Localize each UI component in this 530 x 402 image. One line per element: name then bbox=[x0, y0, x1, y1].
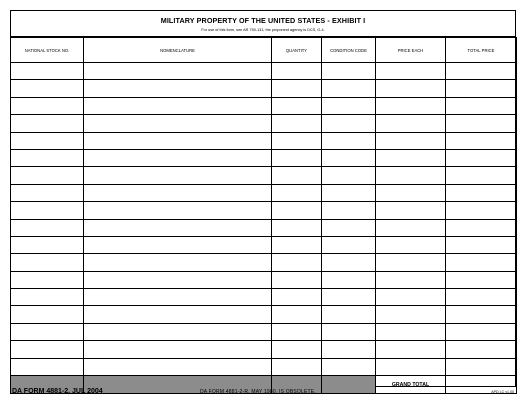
total-price-field[interactable] bbox=[446, 358, 517, 375]
table-row bbox=[11, 184, 517, 201]
national-stock-no-field[interactable] bbox=[11, 63, 84, 80]
grand-total-label: GRAND TOTAL bbox=[376, 376, 446, 394]
quantity-field[interactable] bbox=[272, 271, 322, 288]
nomenclature-field[interactable] bbox=[84, 80, 272, 97]
total-price-field[interactable] bbox=[446, 149, 517, 166]
total-price-field[interactable] bbox=[446, 132, 517, 149]
national-stock-no-field[interactable] bbox=[11, 323, 84, 340]
quantity-field[interactable] bbox=[272, 289, 322, 306]
table-row bbox=[11, 236, 517, 253]
condition-code-field[interactable] bbox=[322, 115, 376, 132]
price-each-field[interactable] bbox=[376, 254, 446, 271]
total-price-field[interactable] bbox=[446, 202, 517, 219]
condition-code-field[interactable] bbox=[322, 80, 376, 97]
condition-code-field[interactable] bbox=[322, 167, 376, 184]
price-each-field[interactable] bbox=[376, 271, 446, 288]
form-title: MILITARY PROPERTY OF THE UNITED STATES - EXHIBIT I bbox=[160, 16, 366, 25]
table-row bbox=[11, 358, 517, 375]
national-stock-no-field[interactable] bbox=[11, 358, 84, 375]
national-stock-no-field[interactable] bbox=[11, 149, 84, 166]
condition-code-field[interactable] bbox=[322, 271, 376, 288]
total-price-field[interactable] bbox=[446, 289, 517, 306]
nomenclature-field[interactable] bbox=[84, 306, 272, 323]
nomenclature-field[interactable] bbox=[84, 167, 272, 184]
total-price-field[interactable] bbox=[446, 63, 517, 80]
nomenclature-field[interactable] bbox=[84, 97, 272, 114]
price-each-field[interactable] bbox=[376, 115, 446, 132]
condition-code-field[interactable] bbox=[322, 358, 376, 375]
national-stock-no-field[interactable] bbox=[11, 219, 84, 236]
col-quantity: QUANTITY bbox=[272, 38, 322, 63]
nomenclature-field[interactable] bbox=[84, 149, 272, 166]
condition-code-field[interactable] bbox=[322, 149, 376, 166]
nomenclature-field[interactable] bbox=[84, 202, 272, 219]
table-row bbox=[11, 149, 517, 166]
form-sheet bbox=[10, 10, 516, 387]
quantity-field[interactable] bbox=[272, 149, 322, 166]
price-each-field[interactable] bbox=[376, 341, 446, 358]
nomenclature-field[interactable] bbox=[84, 132, 272, 149]
national-stock-no-field[interactable] bbox=[11, 115, 84, 132]
national-stock-no-field[interactable] bbox=[11, 132, 84, 149]
quantity-field[interactable] bbox=[272, 323, 322, 340]
national-stock-no-field[interactable] bbox=[11, 184, 84, 201]
price-each-field[interactable] bbox=[376, 63, 446, 80]
table-row bbox=[11, 289, 517, 306]
price-each-field[interactable] bbox=[376, 167, 446, 184]
condition-code-field[interactable] bbox=[322, 184, 376, 201]
nomenclature-field[interactable] bbox=[84, 271, 272, 288]
quantity-field[interactable] bbox=[272, 184, 322, 201]
quantity-field[interactable] bbox=[272, 97, 322, 114]
total-price-field[interactable] bbox=[446, 80, 517, 97]
nomenclature-field[interactable] bbox=[84, 323, 272, 340]
total-price-field[interactable] bbox=[446, 236, 517, 253]
table-header-row bbox=[11, 38, 517, 63]
price-each-field[interactable] bbox=[376, 202, 446, 219]
total-price-field[interactable] bbox=[446, 254, 517, 271]
condition-code-field[interactable] bbox=[322, 219, 376, 236]
condition-code-field[interactable] bbox=[322, 236, 376, 253]
nomenclature-field[interactable] bbox=[84, 219, 272, 236]
national-stock-no-field[interactable] bbox=[11, 271, 84, 288]
total-price-field[interactable] bbox=[446, 219, 517, 236]
total-price-field[interactable] bbox=[446, 97, 517, 114]
condition-code-field[interactable] bbox=[322, 132, 376, 149]
property-table bbox=[10, 37, 517, 394]
national-stock-no-field[interactable] bbox=[11, 236, 84, 253]
table-row bbox=[11, 63, 517, 80]
table-row bbox=[11, 323, 517, 340]
quantity-field[interactable] bbox=[272, 358, 322, 375]
nomenclature-field[interactable] bbox=[84, 115, 272, 132]
nomenclature-field[interactable] bbox=[84, 63, 272, 80]
col-condition-code: CONDITION CODE bbox=[322, 38, 376, 63]
national-stock-no-field[interactable] bbox=[11, 289, 84, 306]
price-each-field[interactable] bbox=[376, 323, 446, 340]
table-body bbox=[11, 63, 517, 394]
price-each-field[interactable] bbox=[376, 132, 446, 149]
condition-code-field[interactable] bbox=[322, 202, 376, 219]
table-row bbox=[11, 254, 517, 271]
condition-code-field[interactable] bbox=[322, 63, 376, 80]
price-each-field[interactable] bbox=[376, 184, 446, 201]
condition-code-field[interactable] bbox=[322, 341, 376, 358]
quantity-field[interactable] bbox=[272, 115, 322, 132]
form-id: DA FORM 4881-2, JUL 2004 bbox=[12, 388, 103, 395]
apd-version: APD LC v1.00 bbox=[491, 390, 514, 394]
total-price-field[interactable] bbox=[446, 184, 517, 201]
price-each-field[interactable] bbox=[376, 289, 446, 306]
table-row bbox=[11, 202, 517, 219]
col-nomenclature: NOMENCLATURE bbox=[84, 38, 272, 63]
quantity-field[interactable] bbox=[272, 236, 322, 253]
price-each-field[interactable] bbox=[376, 80, 446, 97]
national-stock-no-field[interactable] bbox=[11, 167, 84, 184]
condition-code-field[interactable] bbox=[322, 254, 376, 271]
nomenclature-field[interactable] bbox=[84, 236, 272, 253]
total-price-field[interactable] bbox=[446, 306, 517, 323]
price-each-field[interactable] bbox=[376, 358, 446, 375]
price-each-field[interactable] bbox=[376, 306, 446, 323]
quantity-field[interactable] bbox=[272, 167, 322, 184]
table-row bbox=[11, 115, 517, 132]
quantity-field[interactable] bbox=[272, 80, 322, 97]
total-price-field[interactable] bbox=[446, 323, 517, 340]
nomenclature-field[interactable] bbox=[84, 358, 272, 375]
table-row bbox=[11, 306, 517, 323]
form-header bbox=[11, 11, 515, 37]
nomenclature-field[interactable] bbox=[84, 184, 272, 201]
nomenclature-field[interactable] bbox=[84, 254, 272, 271]
form-footer bbox=[10, 388, 516, 400]
national-stock-no-field[interactable] bbox=[11, 341, 84, 358]
col-national-stock-no: NATIONAL STOCK NO. bbox=[11, 38, 84, 63]
quantity-field[interactable] bbox=[272, 254, 322, 271]
national-stock-no-field[interactable] bbox=[11, 202, 84, 219]
col-total-price: TOTAL PRICE bbox=[446, 38, 517, 63]
condition-code-field[interactable] bbox=[322, 323, 376, 340]
price-each-field[interactable] bbox=[376, 236, 446, 253]
table-row bbox=[11, 341, 517, 358]
national-stock-no-field[interactable] bbox=[11, 80, 84, 97]
nomenclature-field[interactable] bbox=[84, 341, 272, 358]
total-price-field[interactable] bbox=[446, 271, 517, 288]
quantity-field[interactable] bbox=[272, 202, 322, 219]
table-row bbox=[11, 219, 517, 236]
quantity-field[interactable] bbox=[272, 63, 322, 80]
condition-code-field[interactable] bbox=[322, 97, 376, 114]
condition-code-field[interactable] bbox=[322, 289, 376, 306]
total-price-field[interactable] bbox=[446, 115, 517, 132]
price-each-field[interactable] bbox=[376, 97, 446, 114]
table-row bbox=[11, 271, 517, 288]
nomenclature-field[interactable] bbox=[84, 289, 272, 306]
total-price-field[interactable] bbox=[446, 167, 517, 184]
table-row bbox=[11, 132, 517, 149]
price-each-field[interactable] bbox=[376, 149, 446, 166]
quantity-field[interactable] bbox=[272, 341, 322, 358]
quantity-field[interactable] bbox=[272, 219, 322, 236]
national-stock-no-field[interactable] bbox=[11, 254, 84, 271]
total-price-field[interactable] bbox=[446, 341, 517, 358]
table-row bbox=[11, 97, 517, 114]
national-stock-no-field[interactable] bbox=[11, 97, 84, 114]
table-row bbox=[11, 167, 517, 184]
col-price-each: PRICE EACH bbox=[376, 38, 446, 63]
obsolete-notice: DA FORM 4881-2-R, MAY 1980, IS OBSOLETE. bbox=[200, 389, 316, 395]
national-stock-no-field[interactable] bbox=[11, 306, 84, 323]
condition-code-field[interactable] bbox=[322, 306, 376, 323]
form-subtitle: For use of this form, see AR 750-131; the proponent agency is DCS, G-4. bbox=[201, 28, 325, 32]
quantity-field[interactable] bbox=[272, 132, 322, 149]
quantity-field[interactable] bbox=[272, 306, 322, 323]
table-row bbox=[11, 80, 517, 97]
price-each-field[interactable] bbox=[376, 219, 446, 236]
